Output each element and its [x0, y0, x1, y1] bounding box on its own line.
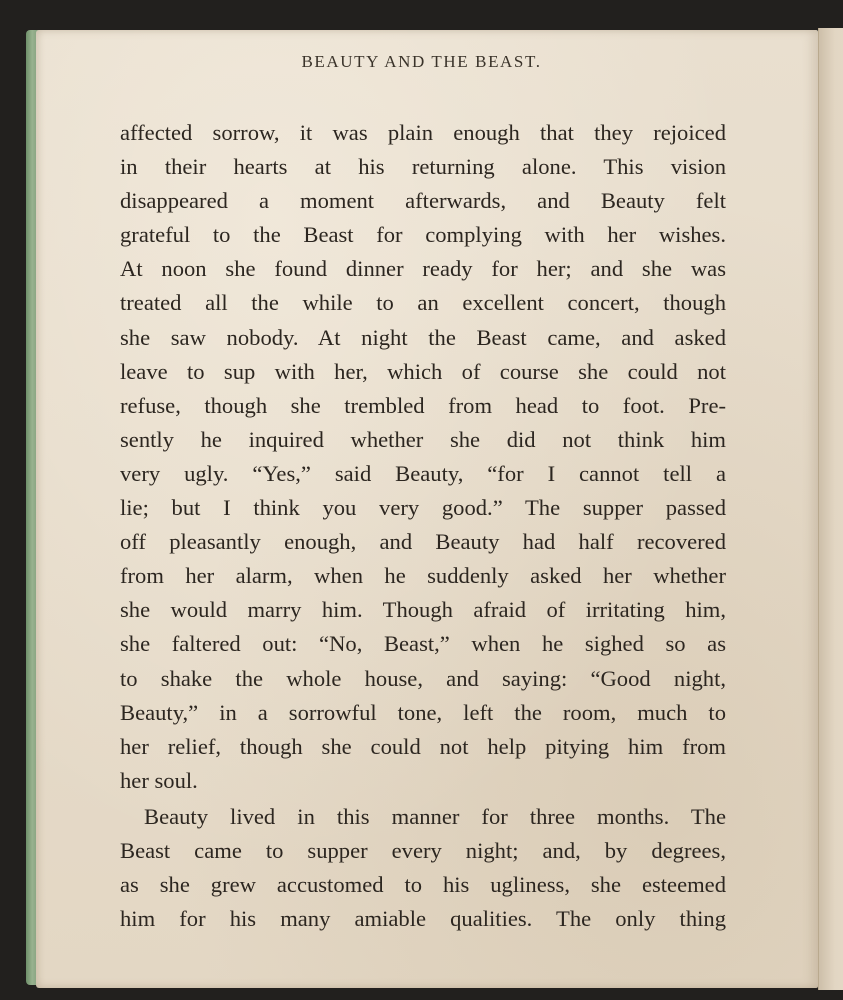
text-line: she saw nobody. At night the Beast came, and asked — [120, 324, 726, 350]
text-line: lie; but I think you very good.” The supper passed — [120, 495, 726, 521]
paragraph-1 — [120, 116, 726, 798]
text-line: disappeared a moment afterwards, and Beauty felt — [120, 188, 726, 214]
text-line: Beauty lived in this manner for three months. The — [144, 803, 726, 829]
text-line: sently he inquired whether she did not think him — [120, 426, 726, 452]
text-line: her relief, though she could not help pitying him from — [120, 733, 726, 759]
text-line: in their hearts at his returning alone. This vision — [120, 154, 726, 180]
text-line: Beast came to supper every night; and, by degrees, — [120, 837, 726, 863]
text-line: very ugly. “Yes,” said Beauty, “for I cannot tell a — [120, 460, 726, 486]
text-line: she faltered out: “No, Beast,” when he sighed so as — [120, 631, 726, 657]
text-line: her soul. — [120, 767, 198, 793]
facing-page-edge — [818, 28, 843, 990]
running-head: BEAUTY AND THE BEAST. — [301, 52, 542, 71]
text-line: affected sorrow, it was plain enough that they rejoiced — [120, 120, 726, 145]
text-line: refuse, though she trembled from head to foot. Pre- — [120, 392, 726, 418]
text-line: Beauty,” in a sorrowful tone, left the room, much to — [120, 699, 726, 725]
text-line: him for his many amiable qualities. The only thing — [120, 906, 726, 932]
text-line: leave to sup with her, which of course she could not — [120, 358, 726, 384]
text-line: off pleasantly enough, and Beauty had half recovered — [120, 529, 726, 555]
paragraph-2 — [120, 800, 726, 936]
text-line: from her alarm, when he suddenly asked her whether — [120, 563, 726, 589]
text-line: as she grew accustomed to his ugliness, she esteemed — [120, 872, 726, 898]
text-line: she would marry him. Though afraid of irritating him, — [120, 597, 726, 623]
page-body-text — [120, 116, 726, 936]
text-line: to shake the whole house, and saying: “Good night, — [120, 665, 726, 691]
text-line: grateful to the Beast for complying with her wishes. — [120, 222, 726, 248]
text-line: treated all the while to an excellent concert, though — [120, 290, 726, 316]
text-line: At noon she found dinner ready for her; and she was — [120, 256, 726, 282]
